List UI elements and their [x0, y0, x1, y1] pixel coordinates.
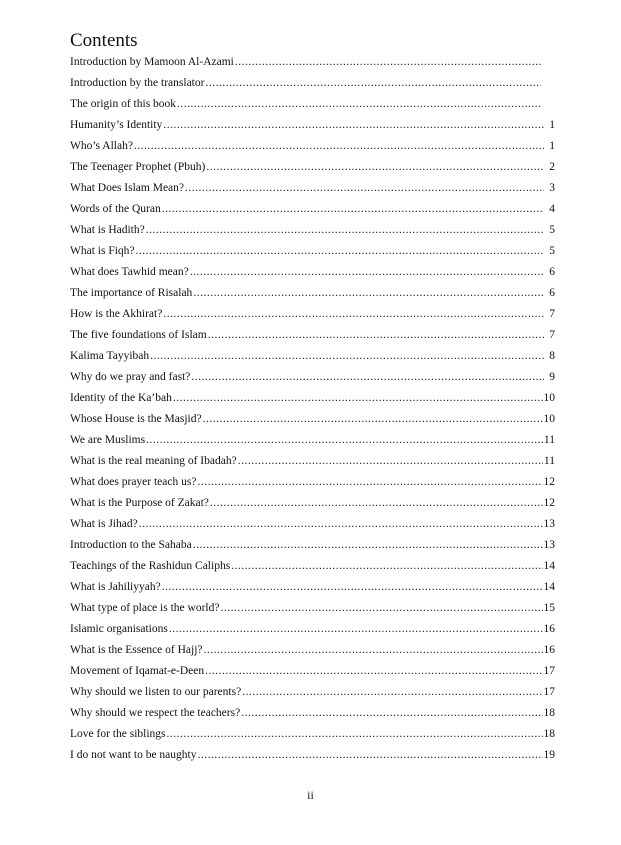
- toc-entry-page: 5: [549, 224, 555, 236]
- dot-leader: [177, 94, 541, 115]
- toc-entry[interactable]: [70, 535, 555, 556]
- toc-entry[interactable]: [70, 640, 555, 661]
- toc-entry[interactable]: [70, 283, 555, 304]
- toc-entry-title: Identity of the Ka’bah: [70, 392, 172, 404]
- toc-entry[interactable]: [70, 115, 555, 136]
- dot-leader: [242, 682, 542, 703]
- toc-entry-title: Why should we listen to our parents?: [70, 686, 242, 698]
- dot-leader: [210, 493, 543, 514]
- toc-entry[interactable]: [70, 556, 555, 577]
- toc-entry-page: 12: [543, 476, 555, 488]
- toc-entry[interactable]: [70, 346, 555, 367]
- toc-entry-page: 18: [543, 707, 555, 719]
- toc-entry[interactable]: [70, 619, 555, 640]
- dot-leader: [134, 136, 544, 157]
- toc-entry-title: The five foundations of Islam: [70, 329, 207, 341]
- toc-entry-title: Islamic organisations: [70, 623, 168, 635]
- toc-entry-title: The importance of Risalah: [70, 287, 193, 299]
- toc-entry[interactable]: [70, 745, 555, 766]
- toc-entry[interactable]: [70, 451, 555, 472]
- toc-entry-title: The origin of this book: [70, 98, 177, 110]
- toc-entry-page: 4: [549, 203, 555, 215]
- toc-entry-page: 13: [543, 518, 555, 530]
- toc-entry[interactable]: [70, 577, 555, 598]
- toc-entry-title: What does Tawhid mean?: [70, 266, 189, 278]
- toc-entry[interactable]: [70, 661, 555, 682]
- toc-entry[interactable]: [70, 409, 555, 430]
- toc-entry[interactable]: [70, 682, 555, 703]
- toc-entry[interactable]: [70, 136, 555, 157]
- toc-entry-page: 5: [549, 245, 555, 257]
- toc-entry-title: What is the Essence of Hajj?: [70, 644, 203, 656]
- table-of-contents: [70, 52, 555, 766]
- toc-entry-title: Teachings of the Rashidun Caliphs: [70, 560, 231, 572]
- toc-entry-title: What Does Islam Mean?: [70, 182, 185, 194]
- toc-entry-title: What is the Purpose of Zakat?: [70, 497, 209, 509]
- dot-leader: [139, 514, 543, 535]
- toc-entry-page: 7: [549, 308, 555, 320]
- page-number: ii: [307, 788, 314, 802]
- toc-entry-title: How is the Akhirat?: [70, 308, 163, 320]
- toc-entry-page: 8: [549, 350, 555, 362]
- dot-leader: [205, 73, 541, 94]
- toc-entry[interactable]: [70, 430, 555, 451]
- toc-entry-title: Introduction by Mamoon Al-Azami: [70, 56, 234, 68]
- toc-entry[interactable]: [70, 94, 552, 115]
- toc-entry-page: 1: [549, 140, 555, 152]
- dot-leader: [206, 157, 544, 178]
- toc-entry[interactable]: [70, 472, 555, 493]
- toc-entry[interactable]: [70, 73, 552, 94]
- toc-entry[interactable]: [70, 178, 555, 199]
- toc-entry-page: 10: [543, 413, 555, 425]
- toc-entry-title: Who’s Allah?: [70, 140, 133, 152]
- dot-leader: [235, 52, 541, 73]
- toc-entry-title: What type of place is the world?: [70, 602, 220, 614]
- toc-entry-title: Why do we pray and fast?: [70, 371, 191, 383]
- toc-entry-page: 19: [543, 749, 555, 761]
- toc-entry-page: 3: [549, 182, 555, 194]
- toc-entry-title: We are Muslims: [70, 434, 146, 446]
- toc-entry-title: Whose House is the Masjid?: [70, 413, 202, 425]
- dot-leader: [220, 598, 542, 619]
- dot-leader: [163, 304, 544, 325]
- dot-leader: [136, 241, 544, 262]
- toc-entry-title: What does prayer teach us?: [70, 476, 197, 488]
- toc-entry[interactable]: [70, 514, 555, 535]
- toc-entry-title: What is the real meaning of Ibadah?: [70, 455, 237, 467]
- toc-entry-title: Kalima Tayyibah: [70, 350, 150, 362]
- dot-leader: [146, 220, 544, 241]
- toc-entry-title: Love for the siblings: [70, 728, 166, 740]
- toc-entry-page: 17: [543, 665, 555, 677]
- toc-entry[interactable]: [70, 325, 555, 346]
- dot-leader: [162, 199, 544, 220]
- toc-entry-title: What is Fiqh?: [70, 245, 135, 257]
- toc-entry-page: 1: [549, 119, 555, 131]
- dot-leader: [197, 745, 542, 766]
- dot-leader: [205, 661, 542, 682]
- toc-entry-title: What is Hadith?: [70, 224, 145, 236]
- dot-leader: [169, 619, 543, 640]
- dot-leader: [167, 724, 543, 745]
- toc-entry-title: What is Jahiliyyah?: [70, 581, 161, 593]
- dot-leader: [173, 388, 543, 409]
- toc-entry[interactable]: [70, 304, 555, 325]
- toc-entry[interactable]: [70, 367, 555, 388]
- toc-entry-page: 15: [543, 602, 555, 614]
- toc-entry-title: The Teenager Prophet (Pbuh): [70, 161, 206, 173]
- toc-entry-page: 17: [543, 686, 555, 698]
- dot-leader: [163, 115, 544, 136]
- toc-entry-page: 12: [543, 497, 555, 509]
- toc-entry-title: Movement of Iqamat-e-Deen: [70, 665, 205, 677]
- toc-entry-page: 10: [543, 392, 555, 404]
- toc-entry[interactable]: [70, 52, 552, 73]
- toc-entry-page: 6: [549, 266, 555, 278]
- dot-leader: [146, 430, 543, 451]
- toc-entry-page: 6: [549, 287, 555, 299]
- dot-leader: [190, 262, 544, 283]
- toc-entry-title: Words of the Quran: [70, 203, 161, 215]
- dot-leader: [241, 703, 542, 724]
- toc-entry-title: Introduction by the translator: [70, 77, 205, 89]
- dot-leader: [203, 409, 543, 430]
- toc-entry[interactable]: [70, 703, 555, 724]
- toc-entry[interactable]: [70, 157, 555, 178]
- toc-entry[interactable]: [70, 388, 555, 409]
- toc-entry-title: Why should we respect the teachers?: [70, 707, 241, 719]
- toc-entry-title: I do not want to be naughty: [70, 749, 197, 761]
- dot-leader: [204, 640, 543, 661]
- toc-entry-title: Humanity’s Identity: [70, 119, 163, 131]
- toc-entry[interactable]: [70, 493, 555, 514]
- toc-entry-title: Introduction to the Sahaba: [70, 539, 192, 551]
- toc-entry-page: 18: [543, 728, 555, 740]
- dot-leader: [185, 178, 544, 199]
- toc-entry[interactable]: [70, 199, 555, 220]
- toc-entry[interactable]: [70, 241, 555, 262]
- toc-entry[interactable]: [70, 262, 555, 283]
- dot-leader: [238, 451, 543, 472]
- dot-leader: [231, 556, 542, 577]
- toc-entry[interactable]: [70, 220, 555, 241]
- contents-heading: Contents: [70, 30, 138, 51]
- dot-leader: [162, 577, 543, 598]
- toc-entry-title: What is Jihad?: [70, 518, 138, 530]
- dot-leader: [193, 535, 543, 556]
- toc-entry[interactable]: [70, 598, 555, 619]
- toc-entry-page: 11: [543, 455, 555, 467]
- toc-entry-page: 16: [543, 644, 555, 656]
- dot-leader: [191, 367, 544, 388]
- dot-leader: [208, 325, 544, 346]
- toc-entry-page: 11: [543, 434, 555, 446]
- toc-entry-page: 16: [543, 623, 555, 635]
- toc-entry[interactable]: [70, 724, 555, 745]
- dot-leader: [193, 283, 544, 304]
- dot-leader: [197, 472, 542, 493]
- toc-entry-page: 14: [543, 560, 555, 572]
- toc-entry-page: 9: [549, 371, 555, 383]
- toc-entry-page: 13: [543, 539, 555, 551]
- toc-entry-page: 2: [549, 161, 555, 173]
- toc-entry-page: 7: [549, 329, 555, 341]
- toc-entry-page: 14: [543, 581, 555, 593]
- dot-leader: [150, 346, 544, 367]
